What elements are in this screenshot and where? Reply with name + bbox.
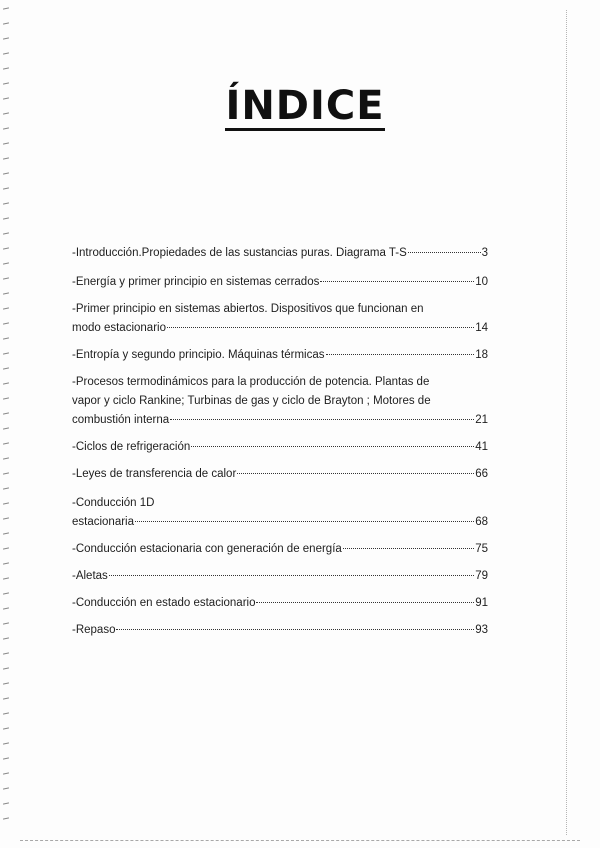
edge-tick xyxy=(3,712,9,714)
edge-tick xyxy=(3,262,9,264)
toc-entry-row xyxy=(72,513,488,532)
edge-tick xyxy=(3,352,9,354)
edge-tick xyxy=(3,277,9,279)
toc-page-number: 14 xyxy=(475,322,488,334)
toc-entry-label: -Conducción en estado estacionario xyxy=(72,597,256,609)
toc-page-number: 10 xyxy=(475,276,488,288)
toc-entry-label: -Leyes de transferencia de calor xyxy=(72,468,237,480)
edge-tick xyxy=(3,787,9,789)
toc-entry-label: combustión interna xyxy=(72,414,170,426)
toc-entry-label: estacionaria xyxy=(72,516,135,528)
toc-entry-row xyxy=(72,465,488,484)
edge-tick xyxy=(3,487,9,489)
dot-leader xyxy=(343,548,474,549)
toc-page-number: 41 xyxy=(475,441,488,453)
edge-tick xyxy=(3,457,9,459)
edge-tick xyxy=(3,427,9,429)
toc-entry xyxy=(72,300,488,338)
toc-entry xyxy=(72,567,488,586)
toc-entry-label: -Ciclos de refrigeración xyxy=(72,441,191,453)
edge-tick xyxy=(3,67,9,69)
toc-entry-label: -Energía y primer principio en sistemas cerrados xyxy=(72,276,320,288)
edge-tick xyxy=(3,37,9,39)
edge-tick xyxy=(3,637,9,639)
table-of-contents xyxy=(72,244,488,640)
toc-entry-label: modo estacionario xyxy=(72,322,166,334)
toc-entry xyxy=(72,540,488,559)
toc-entry-row xyxy=(72,411,488,430)
edge-tick xyxy=(3,577,9,579)
edge-tick xyxy=(3,187,9,189)
edge-tick xyxy=(3,817,9,819)
toc-entry-text: -Procesos termodinámicos para la producción de potencia. Plantas de xyxy=(72,376,430,388)
toc-entry xyxy=(72,494,488,532)
toc-entry-label: -Introducción.Propiedades de las sustancias puras. Diagrama T-S xyxy=(72,247,407,259)
toc-entry-label: -Aletas xyxy=(72,570,108,582)
toc-entry xyxy=(72,346,488,365)
edge-tick xyxy=(3,217,9,219)
edge-tick xyxy=(3,292,9,294)
edge-tick xyxy=(3,247,9,249)
dot-leader xyxy=(116,629,474,630)
toc-entry-text: -Conducción 1D xyxy=(72,497,155,509)
edge-tick xyxy=(3,622,9,624)
toc-entry-label: -Conducción estacionaria con generación de energía xyxy=(72,543,342,555)
toc-page-number: 3 xyxy=(481,247,488,259)
edge-tick xyxy=(3,547,9,549)
edge-tick xyxy=(3,652,9,654)
toc-entry-row xyxy=(72,567,488,586)
edge-tick xyxy=(3,742,9,744)
toc-entry xyxy=(72,621,488,640)
toc-page-number: 93 xyxy=(475,624,488,636)
dot-leader xyxy=(408,252,481,253)
toc-page-number: 75 xyxy=(475,543,488,555)
edge-tick xyxy=(3,157,9,159)
toc-page-number: 79 xyxy=(475,570,488,582)
edge-tick xyxy=(3,232,9,234)
edge-tick xyxy=(3,562,9,564)
toc-entry xyxy=(72,273,488,292)
edge-tick xyxy=(3,682,9,684)
dot-leader xyxy=(320,281,474,282)
toc-entry xyxy=(72,594,488,613)
toc-entry-row xyxy=(72,438,488,457)
left-edge-marks xyxy=(3,8,13,838)
toc-page-number: 91 xyxy=(475,597,488,609)
toc-entry-row xyxy=(72,540,488,559)
dot-leader xyxy=(167,327,474,328)
toc-page-number: 68 xyxy=(475,516,488,528)
toc-entry-row xyxy=(72,244,488,263)
toc-entry xyxy=(72,244,488,263)
edge-tick xyxy=(3,472,9,474)
toc-entry xyxy=(72,438,488,457)
right-edge-rule xyxy=(566,10,568,835)
edge-tick xyxy=(3,592,9,594)
edge-tick xyxy=(3,667,9,669)
edge-tick xyxy=(3,52,9,54)
edge-tick xyxy=(3,697,9,699)
toc-entry xyxy=(72,373,488,430)
edge-tick xyxy=(3,517,9,519)
edge-tick xyxy=(3,382,9,384)
bottom-edge-rule xyxy=(20,840,580,842)
toc-entry-text: -Primer principio en sistemas abiertos. Dispositivos que funcionan en xyxy=(72,303,424,315)
edge-tick xyxy=(3,532,9,534)
toc-page-number: 66 xyxy=(475,468,488,480)
dot-leader xyxy=(170,419,474,420)
edge-tick xyxy=(3,307,9,309)
dot-leader xyxy=(109,575,474,576)
dot-leader xyxy=(191,446,474,447)
toc-page-number: 18 xyxy=(475,349,488,361)
edge-tick xyxy=(3,172,9,174)
edge-tick xyxy=(3,202,9,204)
dot-leader xyxy=(135,521,474,522)
edge-tick xyxy=(3,322,9,324)
dot-leader xyxy=(256,602,474,603)
edge-tick xyxy=(3,22,9,24)
edge-tick xyxy=(3,607,9,609)
edge-tick xyxy=(3,7,9,9)
edge-tick xyxy=(3,142,9,144)
toc-entry-row xyxy=(72,594,488,613)
edge-tick xyxy=(3,802,9,804)
edge-tick xyxy=(3,757,9,759)
toc-entry-label: -Repaso xyxy=(72,624,116,636)
edge-tick xyxy=(3,412,9,414)
edge-tick xyxy=(3,337,9,339)
edge-tick xyxy=(3,367,9,369)
toc-entry-row xyxy=(72,319,488,338)
edge-tick xyxy=(3,772,9,774)
edge-tick xyxy=(3,442,9,444)
toc-entry-row xyxy=(72,346,488,365)
toc-entry-row xyxy=(72,273,488,292)
toc-page-number: 21 xyxy=(475,414,488,426)
toc-entry-text: vapor y ciclo Rankine; Turbinas de gas y ciclo de Brayton ; Motores de xyxy=(72,395,431,407)
dot-leader xyxy=(237,473,474,474)
page-title: ÍNDICE xyxy=(225,83,385,129)
dot-leader xyxy=(326,354,475,355)
edge-tick xyxy=(3,397,9,399)
toc-entry-label: -Entropía y segundo principio. Máquinas térmicas xyxy=(72,349,325,361)
page-title-container xyxy=(0,84,600,131)
edge-tick xyxy=(3,502,9,504)
edge-tick xyxy=(3,727,9,729)
toc-entry xyxy=(72,465,488,484)
toc-entry-row xyxy=(72,621,488,640)
